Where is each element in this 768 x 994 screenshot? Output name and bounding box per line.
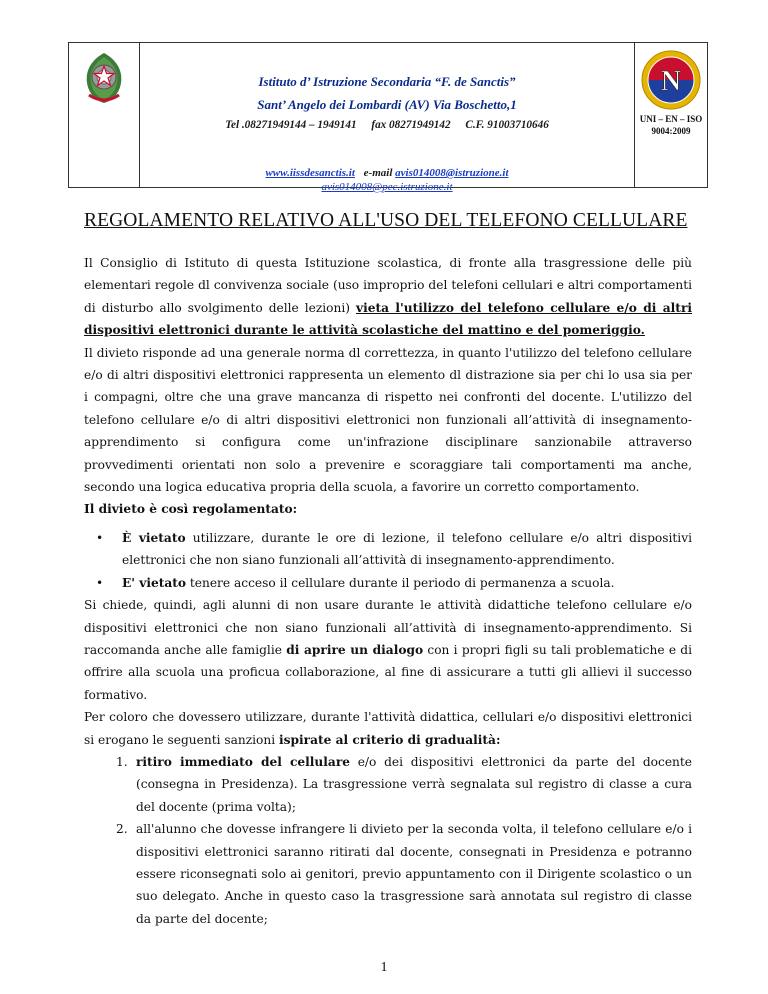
- school-logo-icon: [640, 49, 702, 111]
- request-text: Si chiede, quindi, agli alunni di non usare durante le attività didattiche telefono cellulare e/o dispositivi elettronici che non siano funzionali all’attività di insegnamento-apprendimento. Si raccomanda anche alle famiglie: [84, 598, 692, 657]
- rule-heading: Il divieto è così regolamentato:: [84, 502, 298, 517]
- intro-prohibition: vieta l'utilizzo del telefono cellulare e/o di altri dispositivi elettronici durante le attività scolastiche del mattino e del pomeriggio.: [84, 300, 692, 338]
- item-number: 2.: [116, 822, 128, 837]
- request-text-end: con i propri figli su tali problematiche e di offrire alla scuola una proficua collaborazione, al fine di assicurare a tutti gli allievi il successo formativo.: [84, 642, 692, 702]
- sanctions-criterion: ispirate al criterio di gradualità:: [279, 732, 501, 747]
- email-link[interactable]: avis014008@istruzione.it: [395, 167, 509, 179]
- fax: fax 08271949142: [371, 119, 451, 131]
- rule-text: utilizzare, durante le ore di lezione, il telefono cellulare e/o altri dispositivi elettronici che non siano funzionali all’attività di insegnamento-apprendimento.: [122, 530, 692, 568]
- school-contacts: [139, 119, 635, 131]
- paragraph-sanctions-intro: [84, 706, 692, 751]
- rules-list: [84, 527, 692, 594]
- request-emphasis: di aprire un dialogo: [286, 642, 424, 657]
- telephone: Tel .08271949144 – 1949141: [225, 119, 357, 131]
- tax-code: C.F. 91003710646: [465, 119, 549, 131]
- letterhead: [68, 42, 708, 193]
- document-body: [84, 252, 692, 930]
- sanction-text: e/o dei dispositivi elettronici da parte del docente (consegna in Presidenza). La trasgressione verrà segnalata sul registro di classe a cura del docente (prima volta);: [136, 754, 692, 814]
- list-item: [116, 818, 692, 930]
- intro-text: Il Consiglio di Istituto di questa Istituzione scolastica, di fronte alla trasgressione delle più elementari regole dl convivenza sociale (uso improprio del telefoni cellulari e altri comportamenti di disturbo allo svolgimento delle lezioni): [84, 256, 692, 315]
- list-item: [122, 527, 692, 572]
- cert-line-1: UNI – EN – ISO: [639, 114, 703, 124]
- school-name: Istituto d’ Istruzione Secondaria “F. de Sanctis”: [258, 74, 516, 89]
- sanction-keyword: ritiro immediato del cellulare: [136, 754, 350, 769]
- list-item: [122, 572, 692, 594]
- email-label: e-mail: [363, 167, 393, 179]
- web-email-line: [139, 167, 635, 179]
- item-number: 1.: [116, 754, 128, 769]
- paragraph-request: [84, 594, 692, 706]
- document-title: REGOLAMENTO RELATIVO ALL'USO DEL TELEFONO CELLULARE: [84, 210, 688, 231]
- rule-keyword: E' vietato: [122, 575, 187, 590]
- letterhead-left-cell: [69, 43, 140, 187]
- letterhead-right-cell: [634, 43, 707, 187]
- pec-link[interactable]: avis014008@pec.istruzione.it: [321, 181, 453, 193]
- sanction-text: all'alunno che dovesse infrangere li divieto per la seconda volta, il telefono cellulare e/o i dispositivi elettronici saranno ritirati dal docente, consegnati in Presidenza e potranno essere riconsegnati solo ai genitori, previo appuntamento con il Dirigente scolastico o un suo delegato. Anche in questo caso la trasgressione sarà annotata sul registro di classe da parte del docente;: [136, 822, 692, 926]
- website-link[interactable]: www.iissdesanctis.it: [265, 167, 355, 179]
- rule-text: tenere acceso il cellulare durante il periodo di permanenza a scuola.: [186, 575, 615, 590]
- school-address: Sant’ Angelo dei Lombardi (AV) Via Boschetto,1: [257, 97, 517, 112]
- paragraph-intro: [84, 252, 692, 342]
- logo-letters: N: [660, 66, 682, 97]
- cert-line-2: 9004:2009: [651, 126, 691, 136]
- page-number: 1: [380, 960, 388, 975]
- list-item: [116, 751, 692, 818]
- letterhead-center: [139, 43, 635, 193]
- sanctions-list: [84, 751, 692, 930]
- paragraph-rationale: Il divieto risponde ad una generale norma dl correttezza, in quanto l'utilizzo del telefono cellulare e/o di altri dispositivi elettronici rappresenta un elemento dl distrazione sia per chi lo usa sia per i compagni, oltre che una grave mancanza di rispetto nei confronti del docente. L'utilizzo del telefono cellulare e/o di altri dispositivi elettronici non funzionali all’attività di insegnamento-apprendimento si configura come un'infrazione disciplinare sanzionabile attraverso provvedimenti orientati non solo a prevenire e scoraggiare tali comportamenti ma anche, secondo una logica educativa propria della scuola, a favorire un corretto comportamento.: [84, 345, 692, 495]
- iso-certification: [635, 113, 707, 137]
- sanctions-intro-text: Per coloro che dovessero utilizzare, durante l'attività didattica, cellulari e/o dispositivi elettronici si erogano le seguenti sanzioni: [84, 710, 692, 747]
- rule-keyword: È vietato: [122, 530, 186, 545]
- italian-republic-emblem-icon: [79, 49, 129, 107]
- pec-line: [139, 181, 635, 193]
